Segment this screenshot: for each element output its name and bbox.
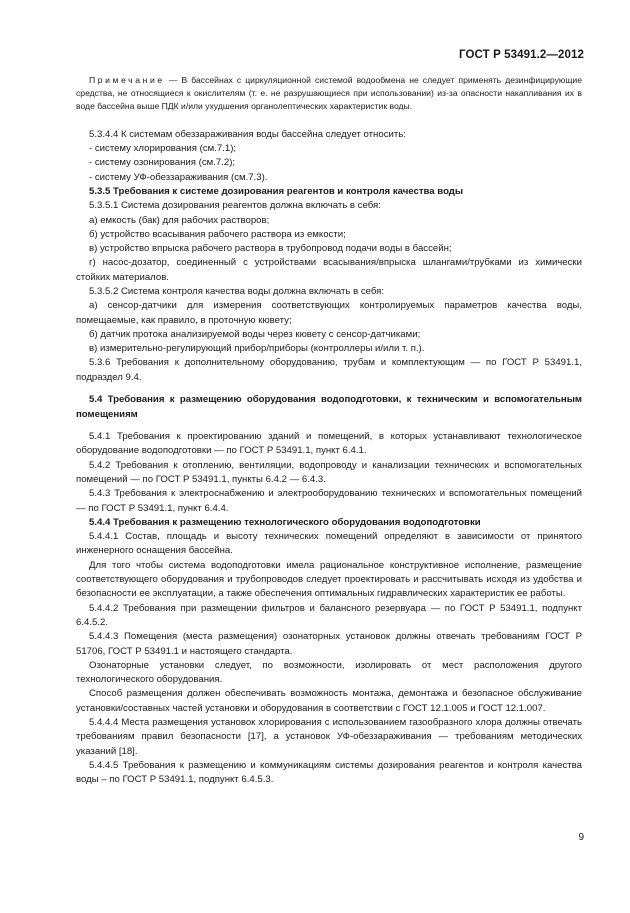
- paragraph-5-4-4-3: 5.4.4.3 Помещения (места размещения) озонаторных установок должны отвечать требованиям ГОСТ Р 51706, ГОСТ Р 53491.1 и настоящего стандарта.: [76, 631, 582, 657]
- list-item: - систему УФ-обеззараживания (см.7.3).: [89, 171, 268, 183]
- paragraph-5-4-4-2: 5.4.4.2 Требования при размещении фильтров и балансного резервуара — по ГОСТ Р 53491.1, подпункт 6.4.5.2.: [76, 602, 582, 628]
- heading-5-4: 5.4 Требования к размещению оборудования водоподготовки, к техническим и вспомогательным помещениям: [76, 394, 582, 420]
- page-body: [76, 74, 582, 787]
- page-number: 9: [578, 832, 584, 843]
- paragraph-5-4-4-5: 5.4.4.5 Требования к размещению и коммуникациям системы дозирования реагентов и контроля качества воды – по ГОСТ Р 53491.1, подпункт 6.4.5.3.: [76, 759, 582, 786]
- paragraph-5-3-5-2: 5.3.5.2 Система контроля качества воды должна включать в себя:: [89, 285, 385, 297]
- list-item: - систему озонирования (см.7.2);: [89, 157, 236, 169]
- note-paragraph: [76, 74, 582, 113]
- paragraph-5-4-1: 5.4.1 Требования к проектированию зданий и помещений, в которых устанавливают технологическое оборудование водоподготовки — по ГОСТ Р 53491.1, пункт 6.4.1.: [76, 431, 582, 457]
- note-text: — В бассейнах с циркуляционной системой водообмена не следует применять дезинфицирующие средства, не относящиеся к окислителям (т. е. не разрушающиеся при использовании) из-за опасности накапливания их в воде бассейна выше ПДК и/или ухудшения органолептических характеристик воды.: [76, 75, 582, 111]
- paragraph-5-4-3: 5.4.3 Требования к электроснабжению и электрооборудованию технических и вспомогательных помещений — по ГОСТ Р 53491.1, пункт 6.4.4.: [76, 488, 582, 514]
- paragraph-5-4-4-1-cont: Для того чтобы система водоподготовки имела рациональное конструктивное исполнение, размещение соответствующего оборудования и трубопроводов следует проектировать и рассчитывать исходя из удобства и безопасности ее эксплуатации, а также обеспечения оптимальных гидравлических характеристик ее работы.: [76, 559, 582, 600]
- list-item: а) сенсор-датчики для измерения соответствующих контролируемых параметров качества воды, помещаемые, как правило, в проточную кювету;: [76, 300, 582, 326]
- paragraph-5-4-4-3-cont: Озонаторные установки следует, по возможности, изолировать от мест расположения другого технологического оборудования.: [76, 659, 582, 686]
- paragraph-5-3-4-4: 5.3.4.4 К системам обеззараживания воды бассейна следует относить:: [89, 128, 406, 140]
- note-label: Примечание: [89, 75, 165, 85]
- paragraph-5-4-4-1: 5.4.4.1 Состав, площадь и высоту технических помещений определяют в зависимости от принятого инженерного оснащения бассейна.: [76, 531, 582, 557]
- list-item: - систему хлорирования (см.7.1);: [89, 143, 237, 155]
- list-item: г) насос-дозатор, соединенный с устройствами всасывания/впрыска шлангами/трубками из химически стойких материалов.: [76, 257, 582, 283]
- document-header: ГОСТ Р 53491.2—2012: [459, 49, 584, 61]
- paragraph-5-3-5-1: 5.3.5.1 Система дозирования реагентов должна включать в себя:: [89, 200, 381, 212]
- heading-5-3-5: 5.3.5 Требования к системе дозирования реагентов и контроля качества воды: [89, 185, 464, 197]
- paragraph-5-4-2: 5.4.2 Требования к отоплению, вентиляции, водопроводу и канализации технических и вспомогательных помещений — по ГОСТ Р 53491.1, пункты 6.4.2 — 6.4.3.: [76, 459, 582, 485]
- list-item: б) устройство всасывания рабочего раствора из емкости;: [89, 228, 346, 240]
- paragraph-5-4-4-4: 5.4.4.4 Места размещения установок хлорирования с использованием газообразного хлора должны отвечать требованиям правил безопасности [17], а установок УФ-обеззараживания — требованиям методических указаний [18].: [76, 717, 582, 757]
- heading-5-4-4: 5.4.4 Требования к размещению технологического оборудования водоподготовки: [89, 516, 481, 528]
- paragraph-5-4-4-3-cont2: Способ размещения должен обеспечивать возможность монтажа, демонтажа и безопасное обслуживание установки/составных частей установки и оборудования в соответствии с ГОСТ 12.1.005 и ГОСТ 12.1.007.: [76, 688, 582, 714]
- list-item: в) измерительно-регулирующий прибор/приборы (контроллеры и/или т. п.).: [89, 343, 425, 355]
- list-item: а) емкость (бак) для рабочих растворов;: [89, 214, 270, 226]
- list-item: в) устройство впрыска рабочего раствора в трубопровод подачи воды в бассейн;: [89, 243, 452, 255]
- paragraph-5-3-6: 5.3.6 Требования к дополнительному оборудованию, трубам и комплектующим — по ГОСТ Р 53491.1, подраздел 9.4.: [76, 357, 582, 383]
- list-item: б) датчик протока анализируемой воды через кювету с сенсор-датчиками;: [89, 328, 421, 340]
